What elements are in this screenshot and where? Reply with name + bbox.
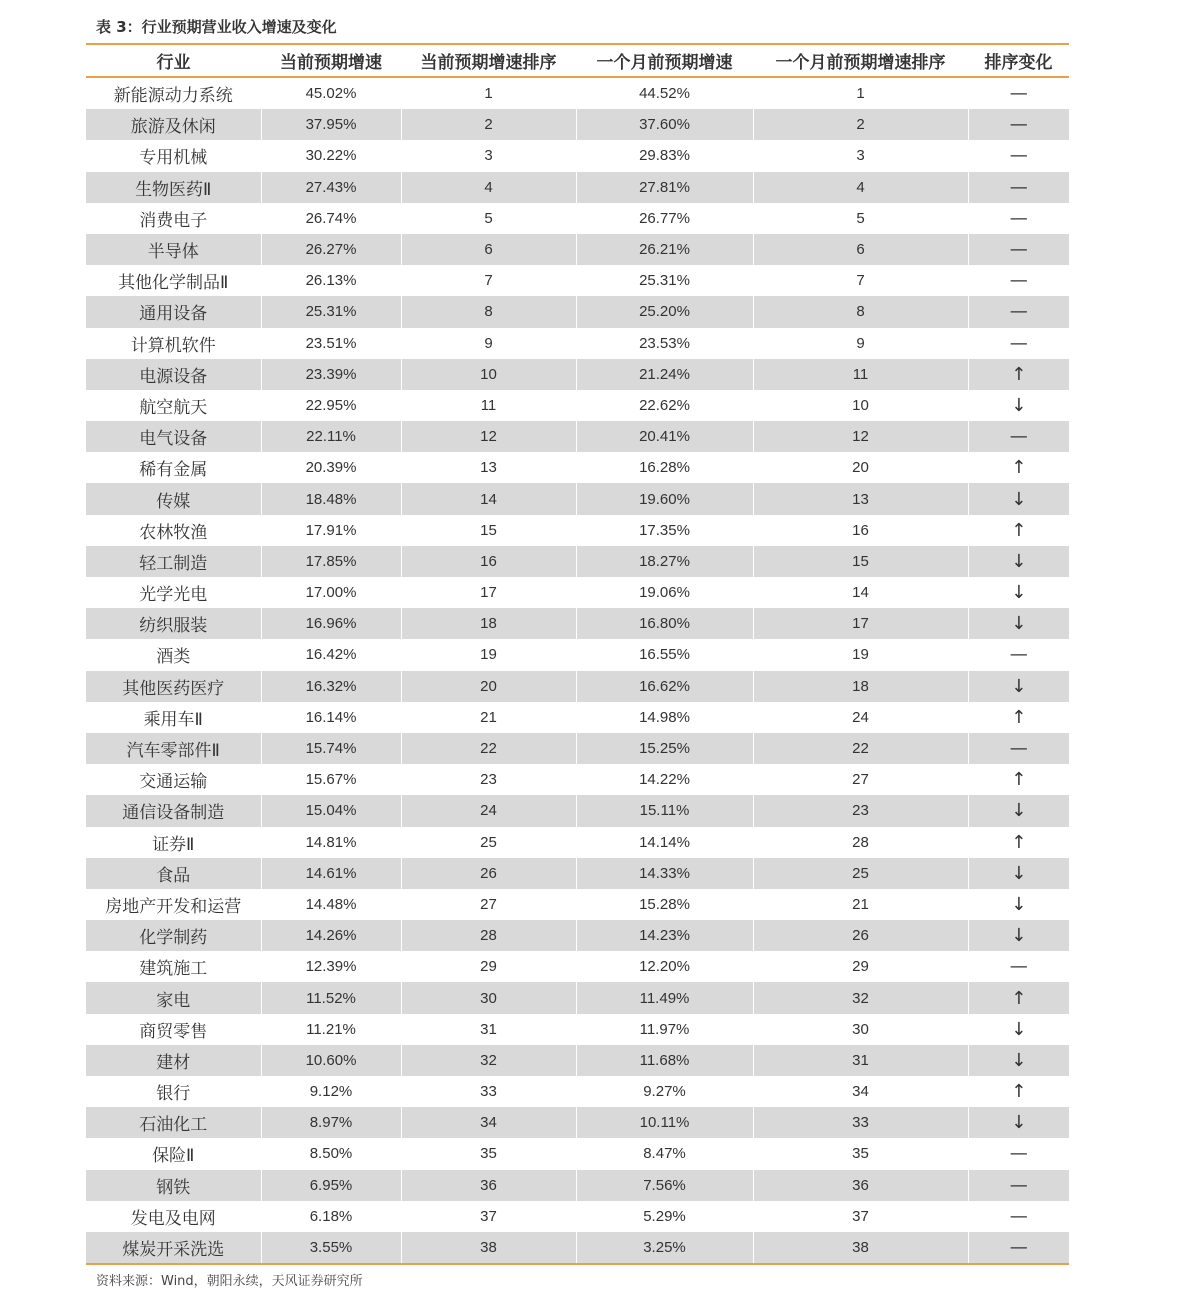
- cell-current-growth: 30.22%: [261, 140, 401, 171]
- cell-prior-growth: 3.25%: [576, 1232, 753, 1263]
- table-row: [86, 1014, 1069, 1045]
- cell-prior-growth: 17.35%: [576, 515, 753, 546]
- table-row: [86, 77, 1069, 109]
- cell-current-growth: 15.67%: [261, 764, 401, 795]
- cell-prior-growth: 19.60%: [576, 483, 753, 514]
- cell-industry: 航空航天: [86, 390, 261, 421]
- cell-current-rank: 34: [401, 1107, 576, 1138]
- cell-rank-change: —: [968, 421, 1069, 452]
- table-caption: 表 3：行业预期营业收入增速及变化: [96, 18, 337, 36]
- cell-prior-rank: 37: [753, 1201, 968, 1232]
- table-row: [86, 515, 1069, 546]
- cell-prior-growth: 11.49%: [576, 982, 753, 1013]
- cell-industry: 乘用车Ⅱ: [86, 702, 261, 733]
- table-body: [86, 77, 1069, 1263]
- cell-current-rank: 15: [401, 515, 576, 546]
- header-prior-rank: 一个月前预期增速排序: [753, 45, 968, 77]
- cell-industry: 农林牧渔: [86, 515, 261, 546]
- table-row: [86, 858, 1069, 889]
- cell-current-rank: 3: [401, 140, 576, 171]
- cell-current-rank: 24: [401, 795, 576, 826]
- cell-prior-rank: 22: [753, 733, 968, 764]
- cell-prior-growth: 25.31%: [576, 265, 753, 296]
- cell-prior-rank: 1: [753, 77, 968, 109]
- cell-prior-growth: 29.83%: [576, 140, 753, 171]
- cell-industry: 光学光电: [86, 577, 261, 608]
- cell-rank-change: ↓: [968, 608, 1069, 639]
- cell-industry: 保险Ⅱ: [86, 1138, 261, 1169]
- cell-industry: 房地产开发和运营: [86, 889, 261, 920]
- cell-current-rank: 22: [401, 733, 576, 764]
- source-note: 资料来源：Wind，朝阳永续，天风证券研究所: [96, 1274, 363, 1289]
- cell-industry: 交通运输: [86, 764, 261, 795]
- cell-prior-rank: 23: [753, 795, 968, 826]
- cell-current-growth: 15.04%: [261, 795, 401, 826]
- cell-current-growth: 6.18%: [261, 1201, 401, 1232]
- cell-current-rank: 20: [401, 671, 576, 702]
- cell-prior-rank: 13: [753, 483, 968, 514]
- cell-current-growth: 6.95%: [261, 1170, 401, 1201]
- cell-prior-growth: 12.20%: [576, 951, 753, 982]
- header-row: [86, 45, 1069, 77]
- table-row: [86, 172, 1069, 203]
- table-row: [86, 1232, 1069, 1263]
- cell-prior-growth: 23.53%: [576, 328, 753, 359]
- cell-current-growth: 22.95%: [261, 390, 401, 421]
- table-row: [86, 296, 1069, 327]
- cell-prior-rank: 35: [753, 1138, 968, 1169]
- cell-current-growth: 18.48%: [261, 483, 401, 514]
- cell-industry: 轻工制造: [86, 546, 261, 577]
- cell-current-growth: 11.52%: [261, 982, 401, 1013]
- cell-prior-growth: 21.24%: [576, 359, 753, 390]
- cell-prior-rank: 18: [753, 671, 968, 702]
- cell-rank-change: —: [968, 234, 1069, 265]
- cell-current-rank: 33: [401, 1076, 576, 1107]
- cell-rank-change: ↓: [968, 1045, 1069, 1076]
- cell-current-rank: 36: [401, 1170, 576, 1201]
- cell-rank-change: ↓: [968, 858, 1069, 889]
- cell-rank-change: ↓: [968, 920, 1069, 951]
- cell-current-rank: 29: [401, 951, 576, 982]
- cell-rank-change: ↑: [1011, 769, 1027, 791]
- cell-industry: 其他医药医疗: [86, 671, 261, 702]
- cell-prior-rank: 15: [753, 546, 968, 577]
- cell-industry: 汽车零部件Ⅱ: [86, 733, 261, 764]
- cell-current-growth: 10.60%: [261, 1045, 401, 1076]
- cell-current-rank: 32: [401, 1045, 576, 1076]
- table-row: [86, 733, 1069, 764]
- cell-current-rank: 38: [401, 1232, 576, 1263]
- cell-current-growth: 17.85%: [261, 546, 401, 577]
- cell-rank-change: ↑: [1011, 831, 1027, 853]
- cell-industry: 商贸零售: [86, 1014, 261, 1045]
- cell-industry: 石油化工: [86, 1107, 261, 1138]
- table-row: [86, 702, 1069, 733]
- header-prior-growth: 一个月前预期增速: [576, 45, 753, 77]
- cell-industry: 酒类: [86, 639, 261, 670]
- cell-prior-growth: 26.21%: [576, 234, 753, 265]
- growth-table: [86, 43, 1069, 1265]
- cell-rank-change: —: [968, 1170, 1069, 1201]
- cell-prior-growth: 14.33%: [576, 858, 753, 889]
- cell-current-rank: 21: [401, 702, 576, 733]
- cell-current-rank: 30: [401, 982, 576, 1013]
- table-row: [86, 421, 1069, 452]
- cell-industry: 消费电子: [86, 203, 261, 234]
- cell-industry: 新能源动力系统: [86, 77, 261, 109]
- cell-current-growth: 25.31%: [261, 296, 401, 327]
- cell-rank-change: ↓: [968, 546, 1069, 577]
- cell-prior-rank: 31: [753, 1045, 968, 1076]
- cell-current-rank: 4: [401, 172, 576, 203]
- cell-rank-change: ↑: [1011, 519, 1027, 541]
- table-row: [86, 546, 1069, 577]
- cell-prior-rank: 38: [753, 1232, 968, 1263]
- cell-current-growth: 14.81%: [261, 827, 401, 858]
- cell-prior-rank: 2: [753, 109, 968, 140]
- table-bottom-rule: [86, 1263, 1069, 1265]
- cell-current-rank: 26: [401, 858, 576, 889]
- table-row: [86, 1107, 1069, 1138]
- cell-current-growth: 26.74%: [261, 203, 401, 234]
- cell-industry: 银行: [86, 1076, 261, 1107]
- cell-industry: 电源设备: [86, 359, 261, 390]
- table-row: [86, 265, 1069, 296]
- cell-current-rank: 7: [401, 265, 576, 296]
- cell-prior-growth: 18.27%: [576, 546, 753, 577]
- cell-prior-rank: 11: [753, 359, 968, 390]
- cell-industry: 通信设备制造: [86, 795, 261, 826]
- cell-rank-change: ↑: [1011, 1081, 1027, 1103]
- cell-current-rank: 27: [401, 889, 576, 920]
- cell-current-rank: 28: [401, 920, 576, 951]
- cell-prior-rank: 20: [753, 452, 968, 483]
- cell-industry: 发电及电网: [86, 1201, 261, 1232]
- cell-industry: 证券Ⅱ: [86, 827, 261, 858]
- cell-prior-growth: 14.22%: [576, 764, 753, 795]
- cell-current-growth: 23.51%: [261, 328, 401, 359]
- cell-prior-rank: 36: [753, 1170, 968, 1201]
- cell-rank-change: —: [968, 1232, 1069, 1263]
- cell-current-rank: 31: [401, 1014, 576, 1045]
- table-row: [86, 795, 1069, 826]
- cell-current-rank: 19: [401, 639, 576, 670]
- cell-rank-change: ↓: [968, 795, 1069, 826]
- cell-prior-rank: 10: [753, 390, 968, 421]
- cell-rank-change: —: [1009, 1143, 1028, 1165]
- table-row: [86, 359, 1069, 390]
- cell-prior-growth: 16.80%: [576, 608, 753, 639]
- cell-rank-change: —: [1009, 270, 1028, 292]
- cell-current-growth: 45.02%: [261, 77, 401, 109]
- table-row: [86, 608, 1069, 639]
- table-row: [86, 827, 1069, 858]
- table-row: [86, 328, 1069, 359]
- cell-prior-growth: 11.97%: [576, 1014, 753, 1045]
- cell-prior-growth: 14.14%: [576, 827, 753, 858]
- cell-industry: 钢铁: [86, 1170, 261, 1201]
- cell-prior-rank: 17: [753, 608, 968, 639]
- table-row: [86, 1138, 1069, 1169]
- table-row: [86, 452, 1069, 483]
- cell-current-rank: 13: [401, 452, 576, 483]
- cell-current-growth: 17.91%: [261, 515, 401, 546]
- cell-prior-rank: 4: [753, 172, 968, 203]
- cell-prior-rank: 5: [753, 203, 968, 234]
- table-row: [86, 577, 1069, 608]
- cell-rank-change: ↓: [968, 1107, 1069, 1138]
- cell-current-rank: 25: [401, 827, 576, 858]
- cell-prior-growth: 8.47%: [576, 1138, 753, 1169]
- cell-industry: 其他化学制品Ⅱ: [86, 265, 261, 296]
- cell-current-rank: 2: [401, 109, 576, 140]
- cell-current-rank: 10: [401, 359, 576, 390]
- cell-rank-change: —: [1009, 1205, 1028, 1227]
- cell-rank-change: —: [1009, 332, 1028, 354]
- cell-current-rank: 9: [401, 328, 576, 359]
- industry-table: [86, 45, 1069, 1263]
- header-current-growth: 当前预期增速: [261, 45, 401, 77]
- cell-industry: 稀有金属: [86, 452, 261, 483]
- cell-current-rank: 37: [401, 1201, 576, 1232]
- cell-prior-rank: 28: [753, 827, 968, 858]
- cell-prior-growth: 44.52%: [576, 77, 753, 109]
- table-row: [86, 1170, 1069, 1201]
- cell-industry: 纺织服装: [86, 608, 261, 639]
- cell-prior-growth: 16.28%: [576, 452, 753, 483]
- cell-prior-rank: 6: [753, 234, 968, 265]
- cell-current-rank: 35: [401, 1138, 576, 1169]
- cell-current-growth: 14.61%: [261, 858, 401, 889]
- header-industry: 行业: [86, 45, 261, 77]
- cell-current-growth: 9.12%: [261, 1076, 401, 1107]
- cell-current-growth: 15.74%: [261, 733, 401, 764]
- cell-prior-rank: 16: [753, 515, 968, 546]
- cell-rank-change: ↑: [1011, 706, 1027, 728]
- cell-prior-growth: 14.23%: [576, 920, 753, 951]
- cell-prior-growth: 25.20%: [576, 296, 753, 327]
- cell-industry: 半导体: [86, 234, 261, 265]
- cell-current-growth: 8.50%: [261, 1138, 401, 1169]
- cell-prior-growth: 16.62%: [576, 671, 753, 702]
- cell-rank-change: ↑: [968, 982, 1069, 1013]
- cell-prior-growth: 15.25%: [576, 733, 753, 764]
- cell-prior-growth: 10.11%: [576, 1107, 753, 1138]
- cell-prior-rank: 32: [753, 982, 968, 1013]
- cell-industry: 生物医药Ⅱ: [86, 172, 261, 203]
- cell-rank-change: ↓: [1011, 893, 1027, 915]
- cell-prior-rank: 7: [753, 265, 968, 296]
- cell-rank-change: —: [968, 296, 1069, 327]
- cell-prior-growth: 15.11%: [576, 795, 753, 826]
- cell-prior-rank: 30: [753, 1014, 968, 1045]
- cell-prior-growth: 37.60%: [576, 109, 753, 140]
- cell-prior-growth: 22.62%: [576, 390, 753, 421]
- cell-current-rank: 5: [401, 203, 576, 234]
- cell-current-growth: 27.43%: [261, 172, 401, 203]
- cell-prior-rank: 9: [753, 328, 968, 359]
- cell-rank-change: —: [1009, 956, 1028, 978]
- table-row: [86, 639, 1069, 670]
- cell-current-rank: 16: [401, 546, 576, 577]
- cell-prior-growth: 7.56%: [576, 1170, 753, 1201]
- cell-prior-rank: 34: [753, 1076, 968, 1107]
- cell-prior-growth: 15.28%: [576, 889, 753, 920]
- cell-current-rank: 18: [401, 608, 576, 639]
- cell-prior-rank: 14: [753, 577, 968, 608]
- cell-current-rank: 8: [401, 296, 576, 327]
- cell-prior-growth: 16.55%: [576, 639, 753, 670]
- cell-current-growth: 26.13%: [261, 265, 401, 296]
- cell-industry: 煤炭开采洗选: [86, 1232, 261, 1263]
- cell-industry: 专用机械: [86, 140, 261, 171]
- cell-prior-rank: 24: [753, 702, 968, 733]
- cell-prior-rank: 8: [753, 296, 968, 327]
- table-row: [86, 1045, 1069, 1076]
- cell-prior-rank: 3: [753, 140, 968, 171]
- table-row: [86, 764, 1069, 795]
- cell-prior-rank: 29: [753, 951, 968, 982]
- cell-prior-rank: 19: [753, 639, 968, 670]
- cell-prior-rank: 21: [753, 889, 968, 920]
- table-row: [86, 234, 1069, 265]
- cell-prior-rank: 27: [753, 764, 968, 795]
- cell-prior-growth: 14.98%: [576, 702, 753, 733]
- cell-rank-change: —: [1009, 644, 1028, 666]
- cell-current-rank: 6: [401, 234, 576, 265]
- cell-industry: 食品: [86, 858, 261, 889]
- cell-current-growth: 20.39%: [261, 452, 401, 483]
- cell-rank-change: —: [1009, 83, 1028, 105]
- cell-current-rank: 12: [401, 421, 576, 452]
- table-row: [86, 889, 1069, 920]
- cell-rank-change: —: [968, 109, 1069, 140]
- table-row: [86, 140, 1069, 171]
- table-row: [86, 203, 1069, 234]
- cell-prior-rank: 25: [753, 858, 968, 889]
- cell-prior-growth: 9.27%: [576, 1076, 753, 1107]
- cell-rank-change: —: [1009, 145, 1028, 167]
- cell-current-growth: 17.00%: [261, 577, 401, 608]
- table-row: [86, 951, 1069, 982]
- cell-current-growth: 16.96%: [261, 608, 401, 639]
- cell-current-rank: 23: [401, 764, 576, 795]
- cell-prior-growth: 19.06%: [576, 577, 753, 608]
- cell-current-growth: 16.32%: [261, 671, 401, 702]
- cell-industry: 建筑施工: [86, 951, 261, 982]
- cell-rank-change: ↑: [968, 359, 1069, 390]
- cell-current-growth: 16.42%: [261, 639, 401, 670]
- cell-prior-rank: 12: [753, 421, 968, 452]
- cell-current-growth: 14.48%: [261, 889, 401, 920]
- cell-rank-change: ↓: [1011, 394, 1027, 416]
- cell-prior-growth: 11.68%: [576, 1045, 753, 1076]
- cell-rank-change: ↓: [968, 671, 1069, 702]
- cell-rank-change: —: [968, 733, 1069, 764]
- header-rank-change: 排序变化: [968, 45, 1069, 77]
- header-current-rank: 当前预期增速排序: [401, 45, 576, 77]
- cell-prior-rank: 26: [753, 920, 968, 951]
- cell-prior-rank: 33: [753, 1107, 968, 1138]
- cell-prior-growth: 5.29%: [576, 1201, 753, 1232]
- cell-industry: 家电: [86, 982, 261, 1013]
- cell-current-rank: 11: [401, 390, 576, 421]
- cell-current-growth: 37.95%: [261, 109, 401, 140]
- cell-industry: 电气设备: [86, 421, 261, 452]
- cell-current-growth: 8.97%: [261, 1107, 401, 1138]
- table-row: [86, 671, 1069, 702]
- cell-current-growth: 3.55%: [261, 1232, 401, 1263]
- cell-industry: 旅游及休闲: [86, 109, 261, 140]
- cell-industry: 化学制药: [86, 920, 261, 951]
- cell-prior-growth: 27.81%: [576, 172, 753, 203]
- cell-current-growth: 12.39%: [261, 951, 401, 982]
- cell-rank-change: ↓: [1011, 582, 1027, 604]
- table-row: [86, 483, 1069, 514]
- table-row: [86, 920, 1069, 951]
- table-row: [86, 109, 1069, 140]
- cell-industry: 计算机软件: [86, 328, 261, 359]
- cell-current-growth: 22.11%: [261, 421, 401, 452]
- cell-current-rank: 17: [401, 577, 576, 608]
- cell-prior-growth: 26.77%: [576, 203, 753, 234]
- table-row: [86, 390, 1069, 421]
- cell-rank-change: —: [968, 172, 1069, 203]
- cell-rank-change: ↓: [968, 483, 1069, 514]
- cell-current-growth: 23.39%: [261, 359, 401, 390]
- cell-rank-change: ↑: [1011, 457, 1027, 479]
- cell-current-growth: 11.21%: [261, 1014, 401, 1045]
- cell-current-growth: 16.14%: [261, 702, 401, 733]
- cell-current-rank: 1: [401, 77, 576, 109]
- table-row: [86, 1201, 1069, 1232]
- cell-industry: 建材: [86, 1045, 261, 1076]
- cell-current-growth: 26.27%: [261, 234, 401, 265]
- cell-prior-growth: 20.41%: [576, 421, 753, 452]
- table-row: [86, 1076, 1069, 1107]
- cell-industry: 通用设备: [86, 296, 261, 327]
- cell-current-rank: 14: [401, 483, 576, 514]
- cell-industry: 传媒: [86, 483, 261, 514]
- cell-current-growth: 14.26%: [261, 920, 401, 951]
- cell-rank-change: —: [1009, 207, 1028, 229]
- cell-rank-change: ↓: [1011, 1018, 1027, 1040]
- table-row: [86, 982, 1069, 1013]
